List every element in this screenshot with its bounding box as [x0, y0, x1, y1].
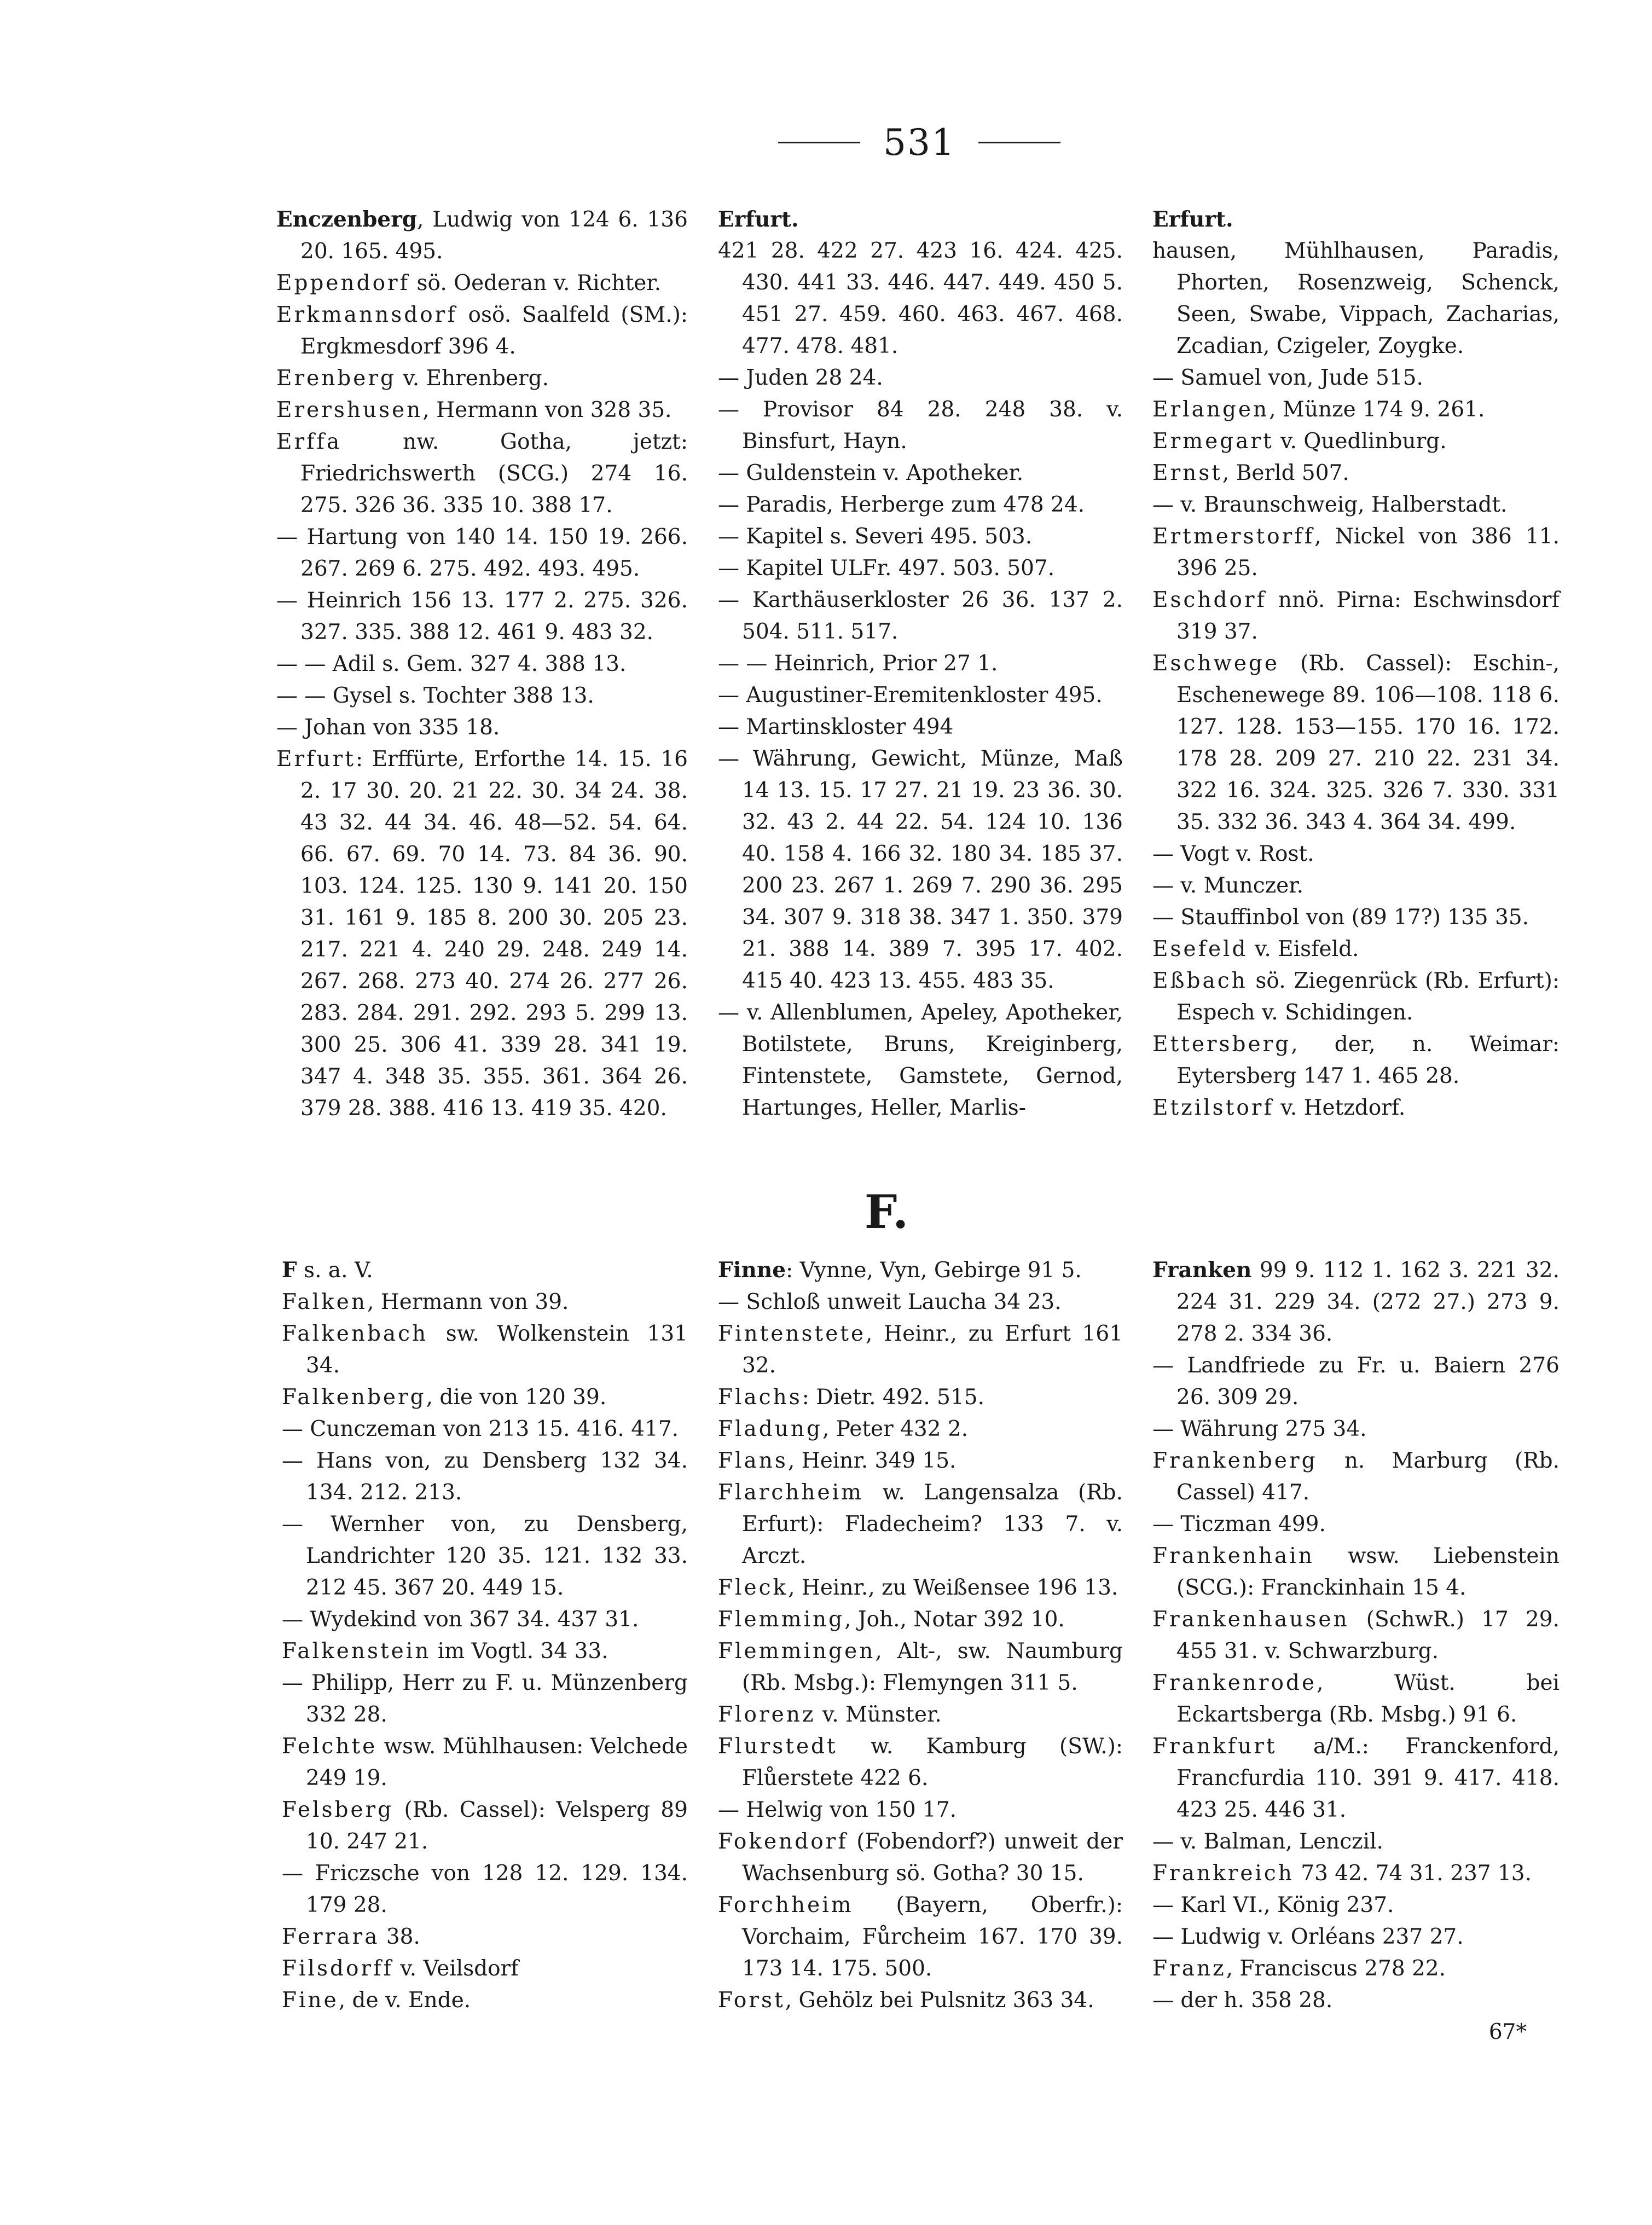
- index-entry: Fintenstete, Heinr., zu Erfurt 161 32.: [718, 1322, 1123, 1378]
- index-entry: — Augustiner-Eremitenkloster 495.: [718, 683, 1103, 708]
- index-entry: — — Gysel s. Tochter 388 13.: [276, 683, 594, 708]
- index-entry: Eschdorf nnö. Pirna: Eschwinsdorf 319 37.: [1152, 588, 1560, 644]
- index-entry: Fokendorf (Fobendorf?) unweit der Wachsenburg sö. Gotha? 30 15.: [718, 1829, 1123, 1886]
- index-entry: Esefeld v. Eisfeld.: [1152, 937, 1359, 961]
- index-entry: Filsdorff v. Veilsdorf: [282, 1956, 519, 1981]
- index-entry: Forchheim (Bayern, Oberfr.): Vorchaim, Fůrcheim 167. 170 39. 173 14. 175. 500.: [718, 1893, 1123, 1981]
- index-entry: Etzilstorf v. Hetzdorf.: [1152, 1096, 1406, 1120]
- index-entry: — Wernher von, zu Densberg, Landrichter 120 35. 121. 132 33. 212 45. 367 20. 449 15.: [282, 1512, 688, 1600]
- index-entry: — Wydekind von 367 34. 437 31.: [282, 1607, 639, 1632]
- index-entry: — Paradis, Herberge zum 478 24.: [718, 492, 1085, 517]
- index-entry: Felchte wsw. Mühlhausen: Velchede 249 19.: [282, 1734, 688, 1791]
- rule-right: [978, 142, 1060, 143]
- index-entry: Ettersberg, der, n. Weimar: Eytersberg 147 1. 465 28.: [1152, 1032, 1560, 1088]
- index-entry: — Kapitel ULFr. 497. 503. 507.: [718, 556, 1055, 581]
- bottom-column-2: [718, 1254, 1123, 2017]
- index-entry: Franken 99 9. 112 1. 162 3. 221 32. 224 31. 229 34. (272 27.) 273 9. 278 2. 334 36.: [1152, 1258, 1560, 1346]
- index-entry: — Landfriede zu Fr. u. Baiern 276 26. 309 29.: [1152, 1353, 1560, 1410]
- index-entry: Flans, Heinr. 349 15.: [718, 1448, 957, 1473]
- index-entry: Erkmannsdorf osö. Saalfeld (SM.): Ergkmesdorf 396 4.: [276, 303, 688, 359]
- index-entry: — der h. 358 28.: [1152, 1988, 1333, 2013]
- index-entry: Erlangen, Münze 174 9. 261.: [1152, 397, 1485, 422]
- index-entry: — Hans von, zu Densberg 132 34. 134. 212. 213.: [282, 1448, 688, 1505]
- top-column-3: [1152, 204, 1560, 1124]
- index-entry: — — Heinrich, Prior 27 1.: [718, 651, 998, 676]
- index-entry: — Kapitel s. Severi 495. 503.: [718, 524, 1033, 549]
- index-entry: Flurstedt w. Kamburg (SW.): Flůerstete 422 6.: [718, 1734, 1123, 1791]
- index-entry: — v. Balman, Lenczil.: [1152, 1829, 1383, 1854]
- index-entry: — Stauffinbol von (89 17?) 135 35.: [1152, 905, 1529, 930]
- index-entry: Fleck, Heinr., zu Weißensee 196 13.: [718, 1575, 1118, 1600]
- index-entry: — Währung, Gewicht, Münze, Maß 14 13. 15. 17 27. 21 19. 23 36. 30. 32. 43 2. 44 22. 54. 124 10. 136 40. 158 4. 166 32. 180 34. 185 37. 200 23. 267 1. 269 7. 290 36. 295 34. 307 9. 318 38. 347 1. 350. 379 21. 388 14. 389 7. 395 17. 402. 415 40. 423 13. 455. 483 35.: [718, 746, 1123, 993]
- index-entry: — Samuel von, Jude 515.: [1152, 366, 1423, 390]
- index-entry: Erershusen, Hermann von 328 35.: [276, 398, 672, 422]
- index-entry: — Provisor 84 28. 248 38. v. Binsfurt, Hayn.: [718, 397, 1123, 454]
- bottom-column-1: [282, 1254, 688, 2017]
- column-head: Erfurt.: [718, 207, 799, 232]
- index-entry: Erffa nw. Gotha, jetzt: Friedrichswerth (SCG.) 274 16. 275. 326 36. 335 10. 388 17.: [276, 430, 688, 518]
- index-entry: — Heinrich 156 13. 177 2. 275. 326. 327. 335. 388 12. 461 9. 483 32.: [276, 588, 688, 645]
- index-entry: Enczenberg, Ludwig von 124 6. 136 20. 165. 495.: [276, 207, 688, 264]
- index-entry: — v. Munczer.: [1152, 873, 1303, 898]
- rule-left: [778, 142, 860, 143]
- index-entry: — Vogt v. Rost.: [1152, 842, 1314, 866]
- index-entry: Franz, Franciscus 278 22.: [1152, 1956, 1446, 1981]
- index-entry: hausen, Mühlhausen, Paradis, Phorten, Rosenzweig, Schenck, Seen, Swabe, Vippach, Zacharias, Zcadian, Czigeler, Zoygke.: [1152, 239, 1560, 358]
- index-entry: — Karl VI., König 237.: [1152, 1893, 1394, 1917]
- index-entry: Frankenhausen (SchwR.) 17 29. 455 31. v. Schwarzburg.: [1152, 1607, 1560, 1664]
- index-entry: — Währung 275 34.: [1152, 1417, 1367, 1441]
- index-entry: — Johan von 335 18.: [276, 715, 500, 740]
- index-entry: Fladung, Peter 432 2.: [718, 1417, 969, 1441]
- index-entry: — Ludwig v. Orléans 237 27.: [1152, 1925, 1464, 1949]
- index-entry: Flachs: Dietr. 492. 515.: [718, 1385, 985, 1410]
- index-entry: Frankreich 73 42. 74 31. 237 13.: [1152, 1861, 1532, 1886]
- index-entry: Ertmerstorff, Nickel von 386 11. 396 25.: [1152, 524, 1560, 581]
- index-entry: Ernst, Berld 507.: [1152, 461, 1349, 485]
- index-entry: — Juden 28 24.: [718, 366, 883, 390]
- index-entry: Falkenbach sw. Wolkenstein 131 34.: [282, 1322, 688, 1378]
- index-entry: Frankenrode, Wüst. bei Eckartsberga (Rb. Msbg.) 91 6.: [1152, 1671, 1560, 1727]
- page-number: 531: [883, 121, 955, 164]
- index-entry: — v. Allenblumen, Apeley, Apotheker, Botilstete, Bruns, Kreiginberg, Fintenstete, Gamstete, Gernod, Hartunges, Heller, Marlis-: [718, 1000, 1123, 1120]
- bottom-column-3: [1152, 1254, 1560, 2048]
- index-entry: — Martinskloster 494: [718, 715, 954, 739]
- index-entry: Erenberg v. Ehrenberg.: [276, 366, 549, 391]
- index-entry: — v. Braunschweig, Halberstadt.: [1152, 492, 1508, 517]
- index-entry: — Guldenstein v. Apotheker.: [718, 461, 1024, 485]
- index-entry: Forst, Gehölz bei Pulsnitz 363 34.: [718, 1988, 1094, 2013]
- index-entry: Ferrara 38.: [282, 1925, 420, 1949]
- column-head: Erfurt.: [1152, 207, 1233, 232]
- index-entry: — Ticzman 499.: [1152, 1512, 1326, 1537]
- sheet-signature: 67*: [1488, 2020, 1527, 2044]
- index-entry: — Friczsche von 128 12. 129. 134. 179 28.: [282, 1861, 688, 1917]
- index-entry: Flarchheim w. Langensalza (Rb. Erfurt): Fladecheim? 133 7. v. Arczt.: [718, 1480, 1123, 1568]
- index-entry: Florenz v. Münster.: [718, 1702, 942, 1727]
- index-entry: Ermegart v. Quedlinburg.: [1152, 429, 1447, 454]
- index-entry: Eppendorf sö. Oederan v. Richter.: [276, 271, 662, 295]
- index-entry: Flemmingen, Alt-, sw. Naumburg (Rb. Msbg.): Flemyngen 311 5.: [718, 1639, 1123, 1695]
- index-entry: Finne: Vynne, Vyn, Gebirge 91 5.: [718, 1258, 1082, 1283]
- index-entry: — Helwig von 150 17.: [718, 1798, 957, 1822]
- index-entry: Frankenhain wsw. Liebenstein (SCG.): Franckinhain 15 4.: [1152, 1544, 1560, 1600]
- index-entry: F s. a. V.: [282, 1258, 373, 1283]
- index-entry: Falken, Hermann von 39.: [282, 1290, 569, 1314]
- index-entry: — Karthäuserkloster 26 36. 137 2. 504. 511. 517.: [718, 588, 1123, 644]
- index-entry: Eschwege (Rb. Cassel): Eschin-, Eschenewege 89. 106—108. 118 6. 127. 128. 153—155. 170 16. 172. 178 28. 209 27. 210 22. 231 34. 322 16. 324. 325. 326 7. 330. 331 35. 332 36. 343 4. 364 34. 499.: [1152, 651, 1560, 835]
- section-letter: F.: [864, 1185, 909, 1239]
- page-number-header: [755, 121, 1083, 164]
- index-entry: 421 28. 422 27. 423 16. 424. 425. 430. 441 33. 446. 447. 449. 450 5. 451 27. 459. 460. 463. 467. 468. 477. 478. 481.: [718, 239, 1123, 358]
- index-entry: Felsberg (Rb. Cassel): Velsperg 89 10. 247 21.: [282, 1798, 688, 1854]
- index-entry: Frankenberg n. Marburg (Rb. Cassel) 417.: [1152, 1448, 1560, 1505]
- index-entry: — Philipp, Herr zu F. u. Münzenberg 332 28.: [282, 1671, 688, 1727]
- index-entry: — Cunczeman von 213 15. 416. 417.: [282, 1417, 679, 1441]
- index-entry: — Schloß unweit Laucha 34 23.: [718, 1290, 1062, 1314]
- index-entry: Flemming, Joh., Notar 392 10.: [718, 1607, 1065, 1632]
- index-entry: — Hartung von 140 14. 150 19. 266. 267. 269 6. 275. 492. 493. 495.: [276, 525, 688, 581]
- index-entry: Eßbach sö. Ziegenrück (Rb. Erfurt): Espech v. Schidingen.: [1152, 969, 1560, 1025]
- index-entry: Falkenberg, die von 120 39.: [282, 1385, 607, 1410]
- top-column-1: [276, 204, 688, 1125]
- index-entry: Erfurt: Erffürte, Erforthe 14. 15. 16 2. 17 30. 20. 21 22. 30. 34 24. 38. 43 32. 44 34. 46. 48—52. 54. 64. 66. 67. 69. 70 14. 73. 84 36. 90. 103. 124. 125. 130 9. 141 20. 150 31. 161 9. 185 8. 200 30. 205 23. 217. 221 4. 240 29. 248. 249 14. 267. 268. 273 40. 274 26. 277 26. 283. 284. 291. 292. 293 5. 299 13. 300 25. 306 41. 339 28. 341 19. 347 4. 348 35. 355. 361. 364 26. 379 28. 388. 416 13. 419 35. 420.: [276, 747, 688, 1121]
- index-entry: Falkenstein im Vogtl. 34 33.: [282, 1639, 608, 1664]
- index-entry: Frankfurt a/M.: Franckenford, Francfurdia 110. 391 9. 417. 418. 423 25. 446 31.: [1152, 1734, 1560, 1822]
- top-column-2: [718, 204, 1123, 1124]
- index-entry: — — Adil s. Gem. 327 4. 388 13.: [276, 652, 627, 676]
- index-entry: Fine, de v. Ende.: [282, 1988, 471, 2013]
